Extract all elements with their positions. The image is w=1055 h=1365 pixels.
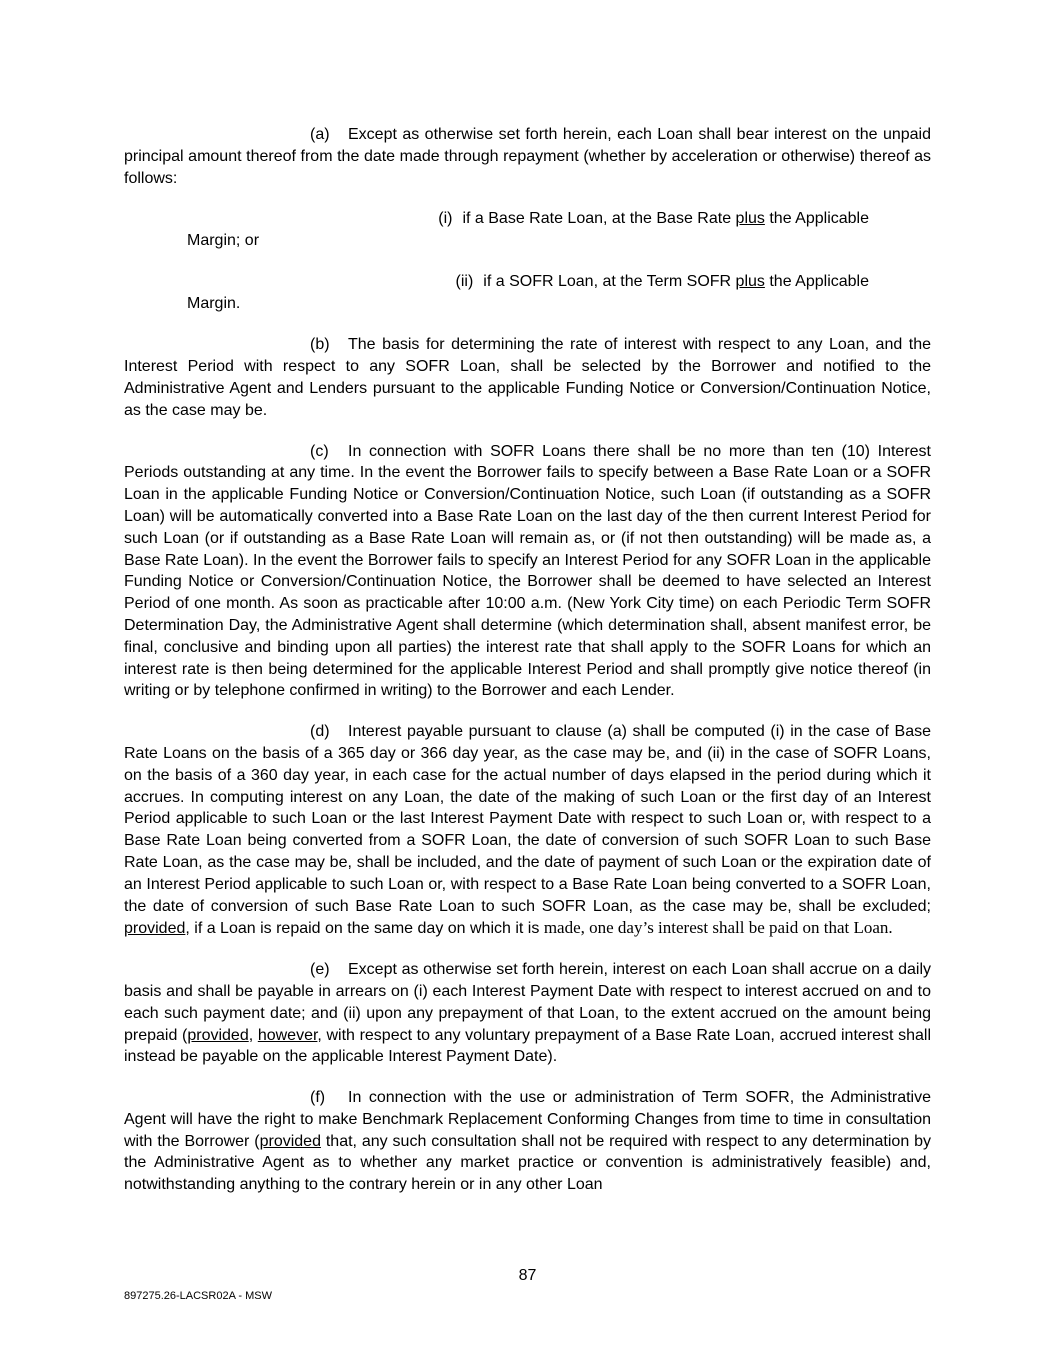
paragraph-c xyxy=(124,441,931,703)
sub-item-continuation: Margin. xyxy=(187,295,241,313)
paragraph-marker: (a) xyxy=(310,126,330,143)
sub-item-marker: (ii) xyxy=(455,273,474,291)
paragraph-text: Except as otherwise set forth herein, each Loan shall bear interest on the unpaid principal amount thereof from the date made through repayment (whether by acceleration or otherwise) thereof as follows: xyxy=(124,126,931,187)
page-number: 87 xyxy=(518,1267,537,1284)
underlined-term: however xyxy=(257,1026,318,1044)
underlined-term: provided xyxy=(259,1132,321,1150)
document-body xyxy=(124,124,931,1215)
paragraph-marker: (f) xyxy=(310,1089,326,1107)
paragraph-d xyxy=(124,721,931,940)
sub-item-line xyxy=(124,208,869,230)
paragraph-text-between: , xyxy=(248,1026,254,1044)
paragraph-text-after: , if a Loan is repaid on the same day on which it is xyxy=(185,920,540,938)
underlined-term: provided xyxy=(124,920,186,938)
paragraph-f xyxy=(124,1087,931,1196)
sub-item-marker: (i) xyxy=(438,210,453,228)
paragraph-text: In connection with the use or administration of Term SOFR, the Administrative Agent will have the right to make Benchmark Replacement Conforming Changes from time to time in consultation with the Borrower ( xyxy=(124,1089,931,1150)
sub-item-lead: if a Base Rate Loan, at the Base Rate xyxy=(462,210,732,228)
sub-item-ii xyxy=(124,271,931,315)
paragraph-text: The basis for determining the rate of interest with respect to any Loan, and the Interest Period with respect to any SOFR Loan, shall be selected by the Borrower and notified to the Administrative Agent and Lenders pursuant to the applicable Funding Notice or Conversion/Continuation Notice, as the case may be. xyxy=(124,336,931,419)
sub-item-tail: the Applicable xyxy=(769,273,869,291)
sub-item-continuation: Margin; or xyxy=(187,232,260,250)
paragraph-marker: (b) xyxy=(310,336,330,354)
underlined-term: plus xyxy=(735,210,765,228)
paragraph-text: Interest payable pursuant to clause (a) shall be computed (i) in the case of Base Rate Loans on the basis of a 365 day or 366 day year, as the case may be, and (ii) in the case of SOFR Loans, on the basis of a 360 day year, in each case for the actual number of days elapsed in the period during which it accrues. In computing interest on any Loan, the date of the making of such Loan or the first day of an Interest Period applicable to such Loan or the last Interest Payment Date with respect to such Loan or, with respect to a Base Rate Loan being converted from a SOFR Loan, the date of conversion of such SOFR Loan to such Base Rate Loan, as the case may be, shall be included, and the date of payment of such Loan or the expiration date of an Interest Period applicable to such Loan or, with respect to a Base Rate Loan being converted to a SOFR Loan, the date of conversion of such Base Rate Loan to such SOFR Loan, as the case may be, shall be excluded; xyxy=(124,723,931,915)
sub-item-i xyxy=(124,208,931,252)
sub-item-tail: the Applicable xyxy=(769,210,869,228)
document-footer-code: 897275.26-LACSR02A - MSW xyxy=(124,1290,272,1302)
paragraph-e xyxy=(124,959,931,1068)
sub-item-line xyxy=(124,271,869,293)
paragraph-a xyxy=(124,124,931,189)
paragraph-serif-tail: made, one day’s interest shall be paid on that Loan. xyxy=(543,918,893,938)
underlined-term: provided xyxy=(187,1026,249,1044)
paragraph-text-after: , with respect to any voluntary prepayment of a Base Rate Loan, accrued interest shall instead be payable on the applicable Interest Payment Date). xyxy=(124,1026,932,1066)
paragraph-marker: (c) xyxy=(310,442,329,460)
paragraph-text: In connection with SOFR Loans there shall be no more than ten (10) Interest Periods outstanding at any time. In the event the Borrower fails to specify between a Base Rate Loan or a SOFR Loan in the applicable Funding Notice or Conversion/Continuation Notice, such Loan (if outstanding as a SOFR Loan) will be automatically converted into a Base Rate Loan on the last day of the then current Interest Period for such Loan (or if outstanding as a Base Rate Loan will remain as, or (if not then outstanding) will be made as, a Base Rate Loan). In the event the Borrower fails to specify an Interest Period for any SOFR Loan in the applicable Funding Notice or Conversion/Continuation Notice, the Borrower shall be deemed to have selected an Interest Period of one month. As soon as practicable after 10:00 a.m. (New York City time) on each Periodic Term SOFR Determination Day, the Administrative Agent shall determine (which determination shall, absent manifest error, be final, conclusive and binding upon all parties) the interest rate that shall apply to the SOFR Loans for which an interest rate is then being determined for the applicable Interest Period and shall promptly give notice thereof (in writing or by telephone confirmed in writing) to the Borrower and each Lender. xyxy=(124,442,931,700)
underlined-term: plus xyxy=(735,273,765,291)
paragraph-marker: (e) xyxy=(310,961,330,979)
paragraph-text: Except as otherwise set forth herein, interest on each Loan shall accrue on a daily basis and shall be payable in arrears on (i) each Interest Payment Date with respect to interest accrued on and to each such payment date; and (ii) upon any prepayment of that Loan, to the extent accrued on the amount being prepaid ( xyxy=(124,961,931,1044)
paragraph-marker: (d) xyxy=(310,723,330,741)
paragraph-text-after: that, any such consultation shall not be required with respect to any determination by the Administrative Agent as to whether any market practice or convention is administratively feasible) and, notwithstanding anything to the contrary herein or in any other Loan xyxy=(124,1132,932,1194)
sub-item-lead: if a SOFR Loan, at the Term SOFR xyxy=(483,273,732,291)
paragraph-b xyxy=(124,334,931,421)
